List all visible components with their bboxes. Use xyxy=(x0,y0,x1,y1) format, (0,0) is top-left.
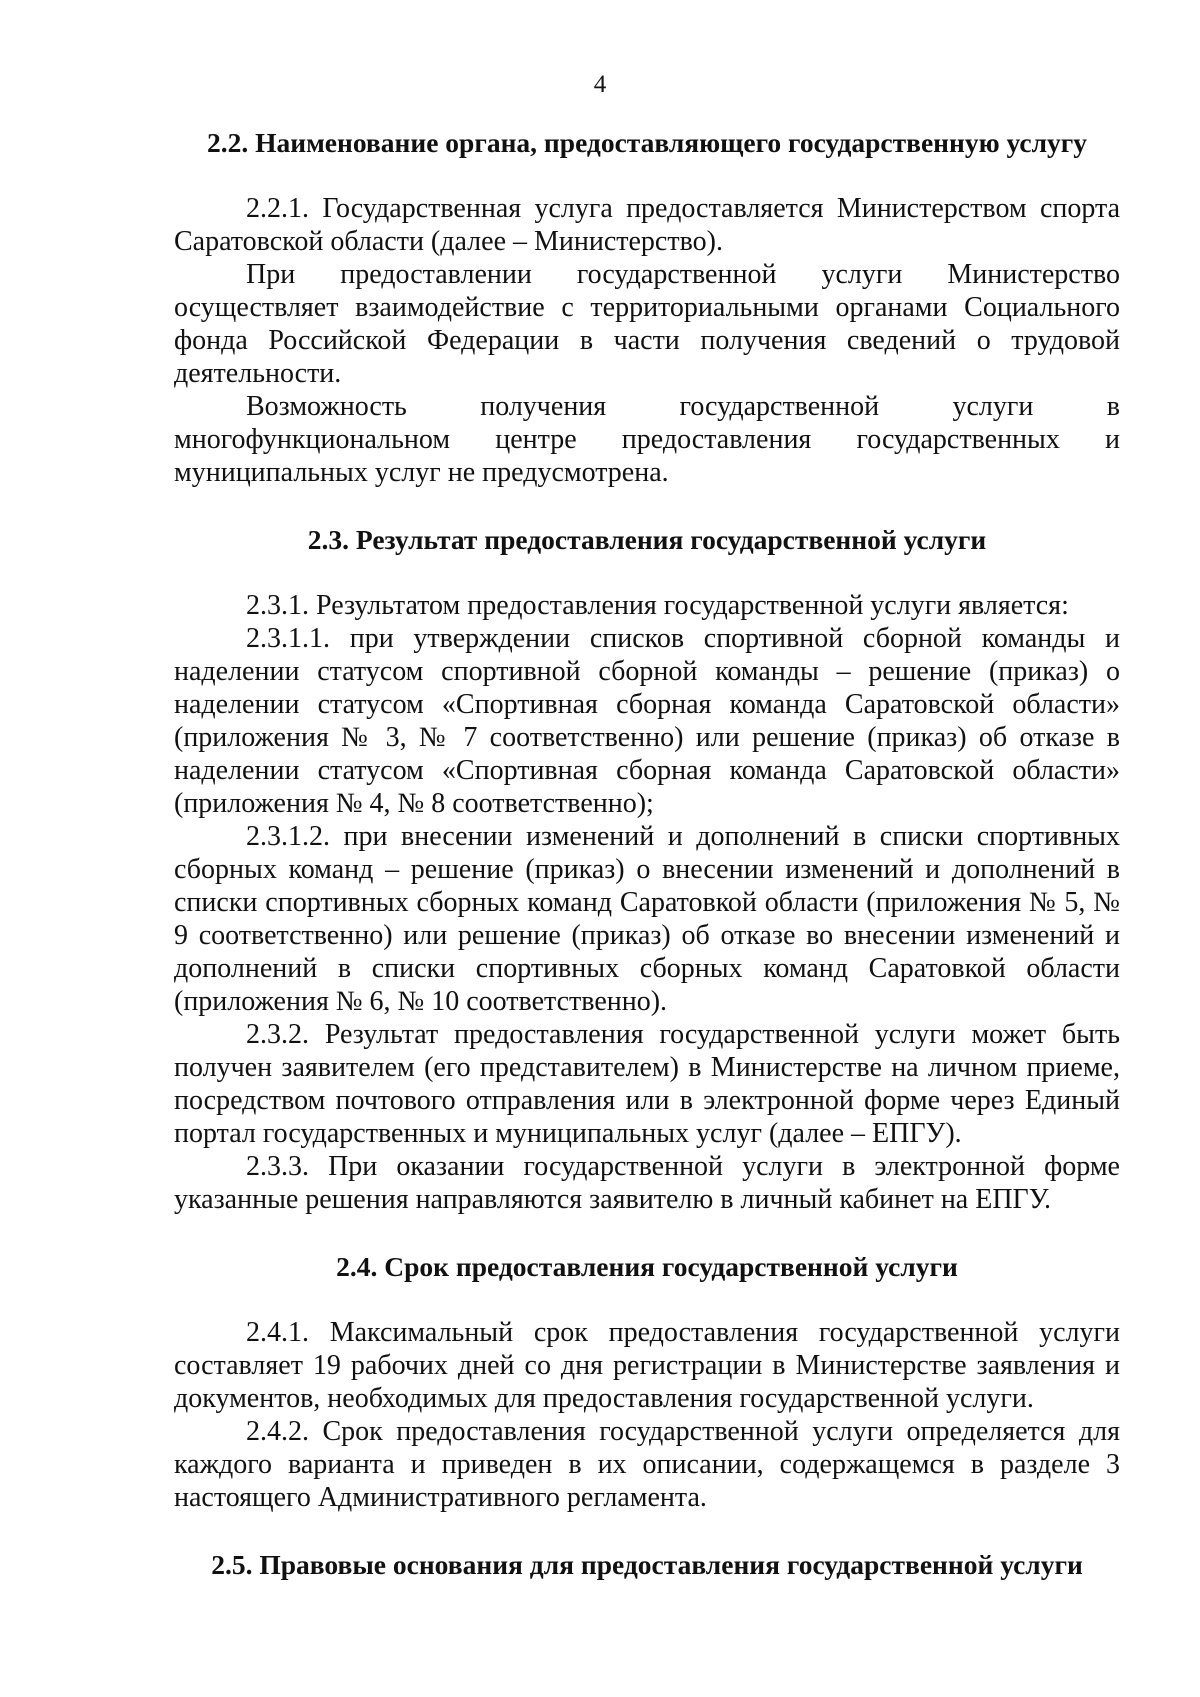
spacer xyxy=(174,1216,1120,1250)
spacer xyxy=(174,159,1120,192)
page-number: 4 xyxy=(593,71,607,98)
paragraph: Возможность получения государственной услуги в многофункциональном центре предоставления государственных и муниципальных услуг не предусмотрена. xyxy=(174,391,1120,488)
spacer xyxy=(174,556,1120,589)
section-heading-2-5: 2.5. Правовые основания для предоставления государственной услуги xyxy=(211,1549,1083,1580)
section-heading-2-3: 2.3. Результат предоставления государственной услуги xyxy=(307,524,987,555)
paragraph: 2.3.1.1. при утверждении списков спортивной сборной команды и наделении статусом спортивной сборной команды – решение (приказ) о наделении статусом «Спортивная сборная команда Саратовской области» (приложения № 3, № 7 соответственно) или решение (приказ) об отказе в наделении статусом «Спортивная сборная команда Саратовской области» (приложения № 4, № 8 соответственно); xyxy=(174,623,1120,819)
section-heading-2-4: 2.4. Срок предоставления государственной услуги xyxy=(336,1251,958,1282)
paragraph: 2.4.1. Максимальный срок предоставления государственной услуги составляет 19 рабочих дней со дня регистрации в Министерстве заявления и документов, необходимых для предоставления государственной услуги. xyxy=(174,1317,1120,1414)
page-content xyxy=(174,126,1120,1581)
paragraph: 2.2.1. Государственная услуга предоставляется Министерством спорта Саратовской области (далее – Министерство). xyxy=(174,193,1120,257)
paragraph: 2.3.2. Результат предоставления государственной услуги может быть получен заявителем (его представителем) в Министерстве на личном приеме, посредством почтового отправления или в электронной форме через Единый портал государственных и муниципальных услуг (далее – ЕПГУ). xyxy=(174,1019,1120,1149)
section-heading-2-2: 2.2. Наименование органа, предоставляющего государственную услугу xyxy=(206,127,1088,158)
paragraph: 2.3.1. Результатом предоставления государственной услуги является: xyxy=(246,590,1069,621)
paragraph: 2.3.1.2. при внесении изменений и дополнений в списки спортивных сборных команд – решение (приказ) о внесении изменений и дополнений в списки спортивных сборных команд Саратовкой области (приложения № 5, № 9 соответственно) или решение (приказ) об отказе во внесении изменений и дополнений в списки спортивных сборных команд Саратовкой области (приложения № 6, № 10 соответственно). xyxy=(174,821,1120,1017)
paragraph: При предоставлении государственной услуги Министерство осуществляет взаимодействие с территориальными органами Социального фонда Российской Федерации в части получения сведений о трудовой деятельности. xyxy=(174,259,1120,389)
spacer xyxy=(174,489,1120,523)
paragraph: 2.4.2. Срок предоставления государственной услуги определяется для каждого варианта и приведен в их описании, содержащемся в разделе 3 настоящего Административного регламента. xyxy=(174,1416,1120,1513)
spacer xyxy=(174,1514,1120,1548)
paragraph: 2.3.3. При оказании государственной услуги в электронной форме указанные решения направляются заявителю в личный кабинет на ЕПГУ. xyxy=(174,1151,1120,1215)
spacer xyxy=(174,1283,1120,1316)
